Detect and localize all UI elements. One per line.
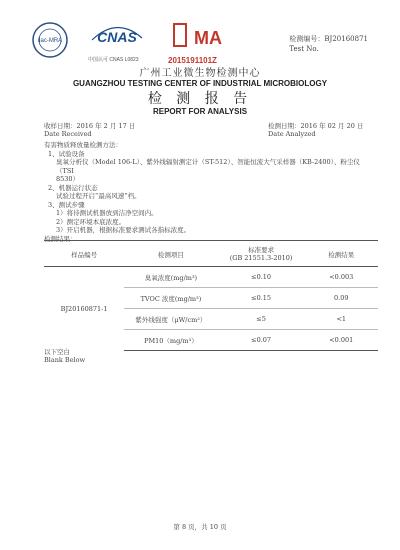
step-3-item-3: 3）开启机器，根据标准要求测试各指标浓度。 — [56, 226, 191, 234]
step-1-line-2: 8530） — [56, 175, 80, 183]
header-item: 检测项目 — [157, 250, 184, 259]
test-no-label-en: Test No. — [289, 45, 319, 53]
report-title-cn: 检 测 报 告 — [147, 91, 253, 107]
header-standard-line-2: (GB 21551.3-2010) — [229, 254, 293, 262]
report-title-en: REPORT FOR ANALYSIS — [152, 107, 248, 116]
step-3-item-1: 1）将待测试机器放到洁净空间内。 — [56, 209, 158, 217]
test-number-block — [289, 34, 368, 54]
date-analyzed-cn: 检测日期：2016 年 02 月 20 日 — [268, 122, 364, 130]
step-2-title: 2、机器运行状态 — [48, 183, 98, 192]
step-3-item-2: 2）测定环境本底浓度。 — [56, 217, 126, 226]
method-heading: 有害物质释放量检测方法： — [44, 141, 122, 149]
row-result: <0.003 — [305, 267, 379, 288]
row-standard: ≤5 — [218, 309, 305, 330]
row-item: TVOC 浓度(mg/m³) — [124, 288, 218, 309]
row-result: <1 — [305, 309, 379, 330]
row-standard: ≤0.15 — [218, 288, 305, 309]
blank-below-cn: 以下空白 — [44, 348, 70, 356]
date-received-en: Date Received — [44, 130, 92, 138]
row-result: 0.09 — [305, 288, 379, 309]
blank-below — [44, 348, 85, 364]
date-analyzed-en: Date Analyzed — [268, 130, 316, 138]
cma-number: 2015191101Z — [168, 56, 217, 65]
test-no-label-cn: 检测编号： — [289, 35, 325, 43]
step-2-line-1: 试验过程开启“最高风速”档。 — [56, 192, 141, 200]
date-received — [44, 122, 135, 138]
ilac-logo-text: ilac-MRA — [37, 38, 63, 44]
step-1-line-1: 臭氧分析仪（Model 106-L）、紫外线辐射测定计（ST-512）、智能恒流大气采样器（KB-2400）、粉尘仪（TSI — [56, 158, 360, 175]
row-item: PM10（mg/m³） — [124, 330, 218, 351]
cnas-number: 中国认可 CNAS L0823 — [88, 57, 139, 63]
cma-logo-text: MA — [194, 28, 222, 48]
date-received-cn: 收样日期：2016 年 2 月 17 日 — [44, 122, 136, 130]
date-analyzed — [268, 122, 363, 138]
ilac-mra-logo — [30, 20, 74, 60]
cnas-logo-text: CNAS — [97, 29, 137, 45]
sample-number-cell: BJ20160871-1 — [44, 267, 124, 351]
method-section — [44, 141, 374, 243]
row-standard: ≤0.10 — [218, 267, 305, 288]
header-standard — [218, 242, 305, 267]
test-no-value: BJ20160871 — [324, 35, 368, 43]
header-result: 检测结果 — [328, 250, 355, 259]
cma-logo — [172, 20, 230, 54]
row-item: 紫外线强度（μW/cm²） — [124, 309, 218, 330]
step-3-title: 3、测试步骤 — [48, 200, 85, 209]
row-item: 臭氧浓度(mg/m³) — [124, 267, 218, 288]
row-result: <0.001 — [305, 330, 379, 351]
row-standard: ≤0.07 — [218, 330, 305, 351]
step-1-title: 1、试验设备 — [48, 149, 85, 158]
org-name-cn: 广州工业微生物检测中心 — [139, 68, 261, 79]
page-number: 第 8 页，共 10 页 — [173, 523, 227, 531]
results-top-rule — [44, 240, 378, 241]
org-name-en: GUANGZHOU TESTING CENTER OF INDUSTRIAL MICROBIOLOGY — [72, 79, 328, 88]
results-table — [44, 242, 378, 351]
table-row — [44, 267, 378, 288]
blank-below-en: Blank Below — [44, 356, 86, 364]
cnas-logo — [88, 20, 146, 54]
header-sample-no: 样品编号 — [71, 250, 98, 259]
results-header-row — [44, 242, 378, 267]
results-heading: 检测结果： — [44, 234, 77, 243]
header-standard-line-1: 标准要求 — [248, 246, 275, 254]
